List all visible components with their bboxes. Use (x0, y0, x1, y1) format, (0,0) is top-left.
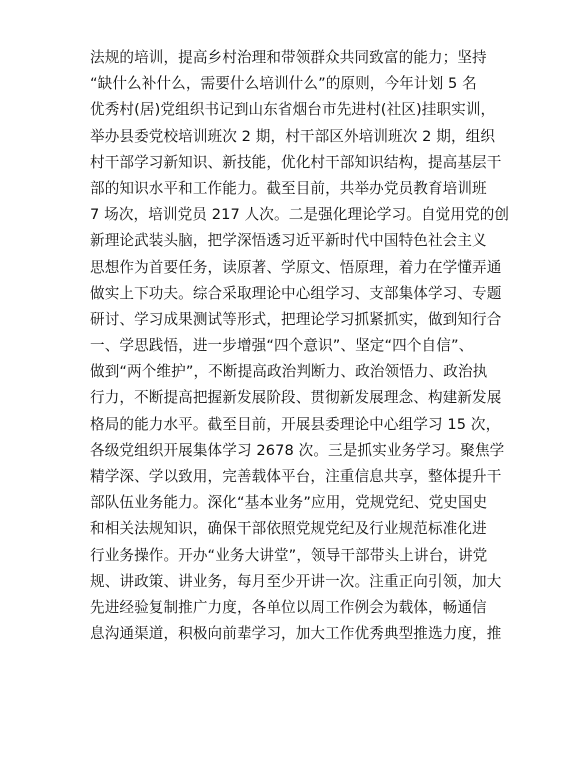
text-line: 各级党组织开展集体学习 2678 次。三是抓实业务学习。聚焦学 (90, 441, 505, 459)
text-line: 法规的培训，提高乡村治理和带领群众共同致富的能力；坚持 (90, 49, 487, 66)
text-line: 村干部学习新知识、新技能，优化村干部知识结构，提高基层干 (90, 153, 502, 171)
text-line: “缺什么补什么，需要什么培训什么”的原则，今年计划 5 名 (90, 75, 477, 93)
text-line: 做实上下功夫。综合采取理论中心组学习、支部集体学习、专题 (90, 284, 502, 302)
text-line: 息沟通渠道，积极向前辈学习，加大工作优秀典型推选力度，推 (90, 625, 502, 643)
text-line: 部队伍业务能力。深化“基本业务”应用，党规党纪、党史国史 (90, 494, 488, 512)
text-line: 一、学思践悟，进一步增强“四个意识”、坚定“四个自信”、 (90, 337, 474, 355)
text-line: 新理论武装头脑，把学深悟透习近平新时代中国特色社会主义 (90, 232, 487, 250)
text-line: 7 场次，培训党员 217 人次。二是强化理论学习。自觉用党的创 (90, 206, 510, 224)
text-line: 规、讲政策、讲业务，每月至少开讲一次。注重正向引领，加大 (90, 572, 502, 590)
text-line: 行力，不断提高把握新发展阶段、贯彻新发展理念、构建新发展 (90, 389, 502, 407)
text-line: 先进经验复制推广力度，各单位以周工作例会为载体，畅通信 (90, 598, 487, 616)
text-line: 做到“两个维护”，不断提高政治判断力、政治领悟力、政治执 (90, 363, 488, 381)
text-line: 举办县委党校培训班次 2 期，村干部区外培训班次 2 期，组织 (90, 127, 496, 145)
text-line: 和相关法规知识，确保干部依照党规党纪及行业规范标准化进 (90, 520, 487, 538)
text-line: 研讨、学习成果测试等形式，把理论学习抓紧抓实，做到知行合 (90, 310, 502, 328)
text-line: 精学深、学以致用，完善载体平台，注重信息共享，整体提升干 (90, 468, 502, 485)
text-line: 优秀村(居)党组织书记到山东省烟台市先进村(社区)挂职实训， (90, 101, 496, 119)
body-text (90, 45, 510, 647)
text-line: 行业务操作。开办“业务大讲堂”，领导干部带头上讲台，讲党 (90, 546, 488, 564)
text-line: 格局的能力水平。截至目前，开展县委理论中心组学习 15 次， (90, 415, 501, 433)
text-line: 部的知识水平和工作能力。截至目前，共举办党员教育培训班 (90, 179, 487, 197)
text-line: 思想作为首要任务，读原著、学原文、悟原理，着力在学懂弄通 (90, 258, 502, 276)
